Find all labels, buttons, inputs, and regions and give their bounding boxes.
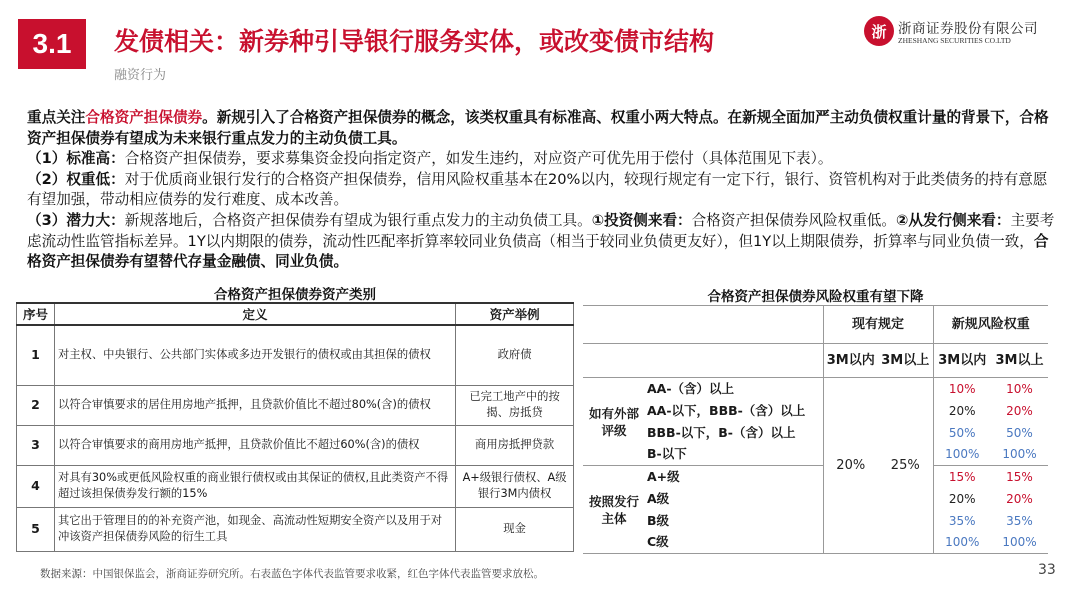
logo-mark-icon: 浙: [864, 16, 894, 46]
rating-label: AA-以下，BBB-（含）以上: [647, 402, 806, 418]
asset-category-table: [16, 302, 574, 552]
source-note: 数据来源：中国银保监会，浙商证券研究所。右表蓝色字体代表监管要求收紧，红色字体代表监管要求放松。: [40, 568, 544, 580]
new-weight-3m-in: 100%: [933, 444, 991, 466]
logo-name-en: ZHESHANG SECURITIES CO.LTD: [898, 36, 1011, 45]
body-text: [27, 108, 1057, 273]
new-weight-3m-out: 50%: [1006, 425, 1033, 440]
row-example: 政府债: [456, 325, 574, 385]
row-example: 现金: [456, 507, 574, 551]
potential-text-2: 合格资产担保债券风险权重低。: [691, 211, 896, 229]
table-row: [17, 465, 574, 507]
rating-label: B-以下: [645, 444, 823, 466]
new-weight-3m-in: 35%: [933, 510, 991, 532]
table-row: [17, 507, 574, 551]
new-weight-3m-in: 20%: [933, 488, 991, 510]
rating-label: C级: [645, 532, 823, 554]
paragraph-intro: [27, 108, 1057, 149]
potential-invest-label: ①投资侧来看：: [591, 211, 692, 229]
intro-lead: 重点关注: [27, 109, 86, 126]
table-row: [17, 425, 574, 465]
risk-weight-table: [583, 305, 1048, 554]
header-current-3m-in: 3M以内: [823, 344, 878, 378]
current-3m-in-value: 20%: [823, 378, 878, 554]
new-weight-3m-out: 100%: [991, 532, 1048, 554]
header-current-rule: 现有规定: [823, 306, 933, 344]
standard-label: （1）标准高：: [27, 150, 125, 168]
header-current-3m-out: 3M以上: [878, 344, 933, 378]
corner-cell: [583, 306, 823, 344]
new-weight-3m-out: 20%: [1006, 491, 1033, 506]
col-header-example: 资产举例: [456, 303, 574, 325]
col-header-def: 定义: [54, 303, 455, 325]
potential-label: （3）潜力大：: [27, 211, 125, 229]
potential-conclusion: 合格资产担保债券有望替代存量金融债、同业负债。: [27, 232, 1049, 271]
row-definition: 对主权、中央银行、公共部门实体或多边开发银行的债权或由其担保的债权: [54, 325, 455, 385]
col-header-num: 序号: [17, 303, 55, 325]
row-num: 4: [17, 465, 55, 507]
rating-label: AA-（含）以上: [647, 380, 735, 396]
new-weight-3m-in: 20%: [933, 400, 991, 422]
page-subtitle: 融资行为: [114, 68, 167, 83]
header-new-3m-out: 3M以上: [991, 344, 1048, 378]
row-num: 1: [17, 325, 55, 385]
table-row: [17, 385, 574, 425]
rating-label: BBB-以下，B-（含）以上: [647, 424, 796, 440]
page-number: 33: [1038, 562, 1056, 578]
header-new-weight: 新规风险权重: [933, 306, 1048, 344]
header-new-3m-in: 3M以内: [933, 344, 991, 378]
paragraph-standard: [27, 149, 1057, 170]
row-example: 已完工地产中的按揭、房抵贷: [456, 385, 574, 425]
group-issuer: 按照发行主体: [583, 466, 645, 554]
row-num: 5: [17, 507, 55, 551]
row-definition: 对具有30%或更低风险权重的商业银行债权或由其保证的债权,且此类资产不得超过该担保债券发行额的15%: [54, 465, 455, 507]
new-weight-3m-out: 35%: [1006, 513, 1033, 528]
row-definition: 以符合审慎要求的居住用房地产抵押，且贷款价值比不超过80%(含)的债权: [54, 385, 455, 425]
table-row: [17, 325, 574, 385]
group-external-rating: 如有外部评级: [583, 378, 645, 466]
table1-caption: 合格资产担保债券资产类别: [214, 287, 376, 303]
intro-rest: 。新规引入了合格资产担保债券的概念，该类权重具有标准高、权重小两大特点。在新规全面加严主动负债权重计量的背景下，合格资产担保债券有望成为未来银行重点发力的主动负债工具。: [27, 109, 1049, 147]
potential-text-3: 主要考虑流动性监管指标差异。1Y以内期限的债券，流动性匹配率折算率较同业负债高（相当于较同业负债更友好），但1Y以上期限债券，折算率与同业负债一致，: [27, 211, 1055, 250]
paragraph-potential: [27, 211, 1057, 273]
standard-text: 合格资产担保债券，要求募集资金投向指定资产，如发生违约，对应资产可优先用于偿付（具体范围见下表）。: [124, 150, 833, 168]
table-header-row: [17, 303, 574, 325]
new-weight-3m-out: 15%: [1006, 469, 1033, 484]
row-definition: 以符合审慎要求的商用房地产抵押，且贷款价值比不超过60%(含)的债权: [54, 425, 455, 465]
row-num: 2: [17, 385, 55, 425]
new-weight-3m-out: 10%: [1006, 381, 1033, 396]
new-weight-3m-out: 100%: [991, 444, 1048, 466]
new-weight-3m-in: 100%: [933, 532, 991, 554]
new-weight-3m-in: 15%: [933, 466, 991, 488]
section-number: 3.1: [18, 19, 86, 69]
paragraph-weight: [27, 170, 1057, 211]
current-3m-out-value: 25%: [878, 378, 933, 554]
page-title: 发债相关：新券种引导银行服务实体，或改变债市结构: [114, 27, 715, 56]
new-weight-3m-in: 50%: [933, 422, 991, 444]
potential-issue-label: ②从发行侧来看：: [895, 211, 1011, 229]
corner-cell-2: [583, 344, 823, 378]
row-num: 3: [17, 425, 55, 465]
row-example: A+级银行债权、A级银行3M内债权: [456, 465, 574, 507]
new-weight-3m-out: 20%: [1006, 403, 1033, 418]
rating-label: A+级: [647, 468, 680, 484]
company-logo: [864, 14, 1064, 54]
potential-text-1: 新规落地后，合格资产担保债券有望成为银行重点发力的主动负债工具。: [124, 211, 592, 229]
rating-label: A级: [647, 490, 670, 506]
weight-label: （2）权重低：: [27, 170, 125, 188]
table2-caption: 合格资产担保债券风险权重有望下降: [707, 289, 924, 305]
row-example: 商用房抵押贷款: [456, 425, 574, 465]
row-definition: 其它出于管理目的的补充资产池，如现金、高流动性短期安全资产以及用于对冲该资产担保债券风险的衍生工具: [54, 507, 455, 551]
logo-name-cn: 浙商证券股份有限公司: [898, 21, 1038, 37]
weight-text: 对于优质商业银行发行的合格资产担保债券，信用风险权重基本在20%以内，较现行规定有一定下行，银行、资管机构对于此类债务的持有意愿有望加强，带动相应债券的发行难度、成本改善。: [27, 170, 1048, 209]
new-weight-3m-in: 10%: [933, 378, 991, 400]
rating-label: B级: [647, 512, 670, 528]
intro-highlight: 合格资产担保债券: [85, 109, 203, 126]
